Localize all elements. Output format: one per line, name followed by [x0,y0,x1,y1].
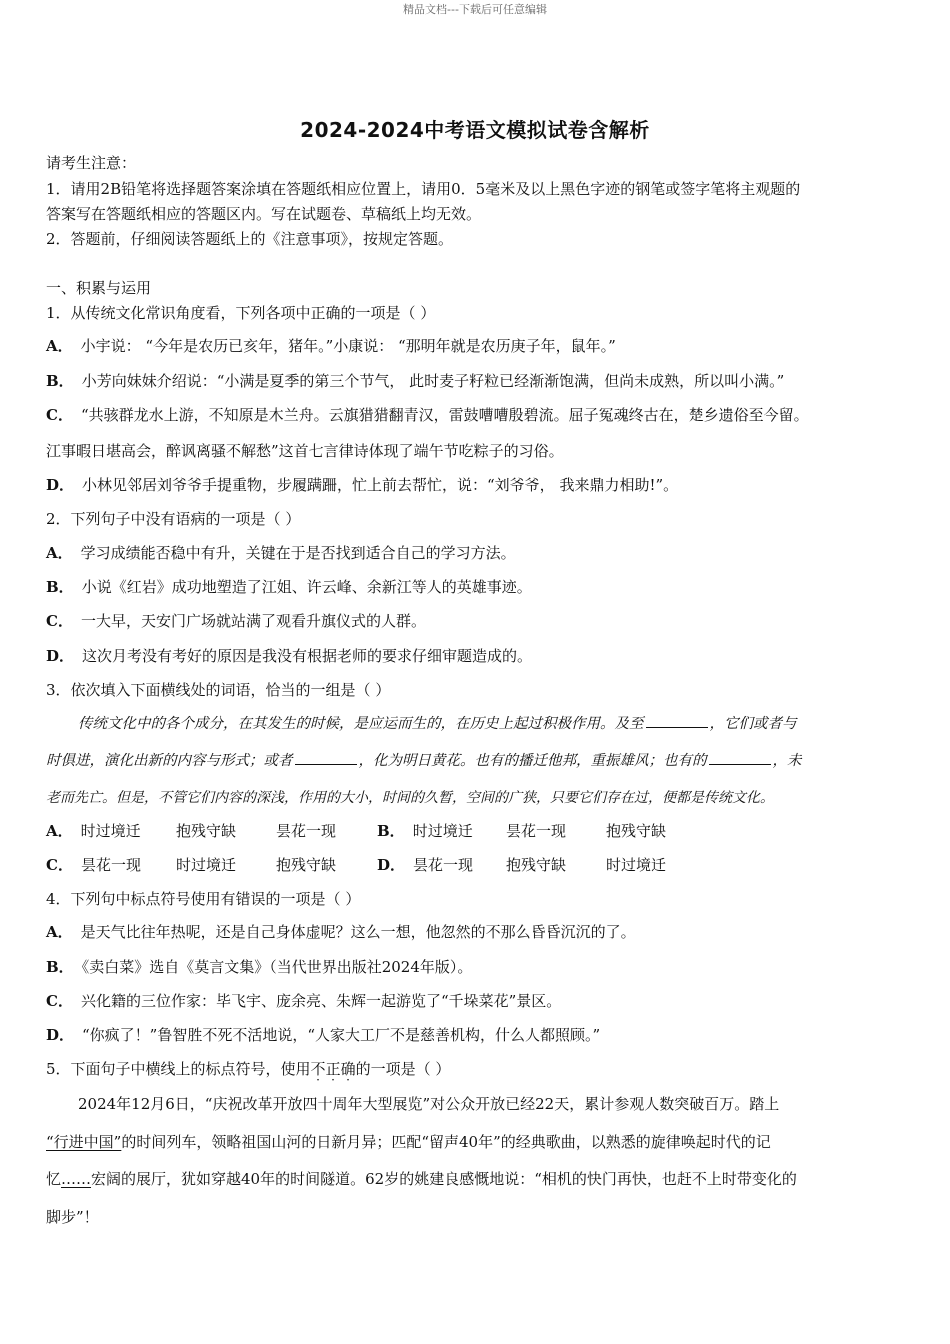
q5-passage-line-1: 2024年12月6日，“庆祝改革开放四十周年大型展览”对公众开放已经22天，累计参观人数突破百万。踏上 [78,1095,780,1113]
option-text: 抱残守缺 [176,822,237,840]
option-text: 昙花一现 [413,856,474,874]
q2-stem: 2．下列句子中没有语病的一项是（ ） [46,510,301,528]
q2-option-b [46,576,532,597]
q4-option-c [46,990,561,1011]
option-text: 抱残守缺 [606,822,667,840]
option-label: C． [46,992,73,1010]
q5-passage-line-2 [46,1131,771,1152]
option-text: “你疯了！”鲁智胜不死不活地说，“人家大工厂不是慈善机构，什么人都照顾。” [82,1026,601,1044]
q3-passage-line-2 [46,749,802,770]
option-text: “共骇群龙水上游，不知原是木兰舟。云旗猎猎翻青汉，雷鼓嘈嘈殷碧流。屈子冤魂终古在，楚乡遗俗至今留。 [80,406,809,424]
option-label: A． [46,544,73,562]
passage-text: 忆 [46,1170,62,1188]
passage-text: ，它们或者与 [709,716,797,732]
option-text: 抱残守缺 [506,856,567,874]
q4-option-b [46,956,472,977]
option-label: A． [46,822,73,840]
q5-stem [46,1058,450,1079]
fill-blank [646,715,708,728]
stem-text: 的一项是（ ） [355,1060,451,1078]
stem-text: 5．下面句子中横线上的标点符号，使用 [46,1060,311,1078]
option-text: 时过境迁 [176,856,237,874]
q5-passage-line-3 [46,1168,797,1189]
option-label: D． [46,647,75,665]
q3-option-a [46,820,141,841]
option-text: 小说《红岩》成功地塑造了江姐、许云峰、余新江等人的英雄事迹。 [81,578,532,596]
q3-passage-line-3: 老而先亡。但是，不管它们内容的深浅，作用的大小，时间的久暂，空间的广狭，只要它们存在过，便都是传统文化。 [46,790,774,806]
option-label: D． [377,856,406,874]
notice-line-1: 1．请用2B铅笔将选择题答案涂填在答题纸相应位置上，请用0．5毫米及以上黑色字迹的钢笔或签字笔将主观题的 [46,180,801,198]
option-text: 时过境迁 [412,822,473,840]
option-label: C． [46,612,73,630]
passage-text: 宏阔的展厅，犹如穿越40年的时间隧道。62岁的姚建良感慨地说：“相机的快门再快，也赶不上时带变化的 [91,1170,797,1188]
q2-option-c [46,610,426,631]
fill-blank [709,752,771,765]
option-text: 兴化籍的三位作家：毕飞宇、庞余亮、朱辉一起游览了“千垛菜花”景区。 [80,992,562,1010]
page-title: 2024-2024中考语文模拟试卷含解析 [300,118,650,142]
notice-line-2: 2．答题前，仔细阅读答题纸上的《注意事项》，按规定答题。 [46,230,454,248]
option-text: 抱残守缺 [276,856,337,874]
option-label: D． [46,476,75,494]
section-heading: 一、积累与运用 [46,279,152,297]
underlined-text: …… [61,1170,92,1188]
q1-option-a [46,335,616,356]
option-text: 一大早，天安门广场就站满了观看升旗仪式的人群。 [80,612,426,630]
passage-text: ，化为明日黄花。也有的播迁他邦，重振雄风；也有的 [358,753,707,769]
q3-option-d [377,854,473,875]
q1-option-d [46,474,678,495]
option-text: 小芳向妹妹介绍说：“小满是夏季的第三个节气， 此时麦子籽粒已经渐渐饱满，但尚未成熟，所以叫小满。” [81,372,785,390]
option-label: A． [46,923,73,941]
option-text: 学习成绩能否稳中有升，关键在于是否找到适合自己的学习方法。 [80,544,516,562]
option-label: B． [46,372,74,390]
q5-passage-line-4: 脚步”！ [46,1208,99,1226]
option-label: D． [46,1026,75,1044]
q3-passage-line-1 [78,712,797,733]
option-text: 时过境迁 [606,856,667,874]
q4-option-d [46,1024,600,1045]
option-label: B． [46,578,74,596]
q3-option-c [46,854,141,875]
option-label: A． [46,337,73,355]
underlined-text: “行进中国” [46,1133,122,1151]
option-label: C． [46,406,73,424]
option-label: C． [46,856,73,874]
emphasis-char: 确 [340,1060,356,1078]
option-label: B． [377,822,405,840]
option-text: 这次月考没有考好的原因是我没有根据老师的要求仔细审题造成的。 [82,647,533,665]
q4-stem: 4．下列句中标点符号使用有错误的一项是（ ） [46,890,361,908]
option-text: 是天气比往年热呢，还是自己身体虚呢？这么一想，他忽然的不那么昏昏沉沉的了。 [80,923,636,941]
q2-option-a [46,542,516,563]
q3-option-b [377,820,473,841]
q1-option-c-cont: 江事暇日堪高会，醉讽离骚不解愁”这首七言律诗体现了端午节吃粽子的习俗。 [46,442,564,460]
page-header: 精品文档---下载后可任意编辑 [403,3,547,16]
q1-stem: 1．从传统文化常识角度看，下列各项中正确的一项是（ ） [46,304,436,322]
option-label: B． [46,958,74,976]
option-text: 昙花一现 [80,856,141,874]
option-text: 时过境迁 [80,822,141,840]
option-text: 《卖白菜》选自《莫言文集》（当代世界出版社2024年版）。 [81,958,473,976]
passage-text: 的时间列车，领略祖国山河的日新月异；匹配“留声40年”的经典歌曲，以熟悉的旋律唤起时代的记 [121,1133,771,1151]
q3-stem: 3．依次填入下面横线处的词语，恰当的一组是（ ） [46,681,391,699]
option-text: 昙花一现 [276,822,337,840]
q4-option-a [46,921,636,942]
fill-blank [295,752,357,765]
passage-text: 时俱进，演化出新的内容与形式；或者 [46,753,293,769]
option-text: 小林见邻居刘爷爷手提重物，步履蹒跚，忙上前去帮忙，说：“刘爷爷， 我来鼎力相助!”。 [82,476,679,494]
passage-text: 传统文化中的各个成分，在其发生的时候，是应运而生的，在历史上起过积极作用。及至 [78,716,644,732]
emphasis-char: 不 [310,1060,326,1078]
passage-text: ，未 [772,753,802,769]
q1-option-c [46,404,809,425]
notice-heading: 请考生注意： [46,154,137,172]
notice-line-1-cont: 答案写在答题纸相应的答题区内。写在试题卷、草稿纸上均无效。 [46,205,482,223]
option-text: 小宇说： “今年是农历已亥年，猪年。”小康说： “那明年就是农历庚子年，鼠年。” [80,337,616,355]
q1-option-b [46,370,784,391]
q2-option-d [46,645,532,666]
option-text: 昙花一现 [506,822,567,840]
emphasis-char: 正 [325,1060,341,1078]
